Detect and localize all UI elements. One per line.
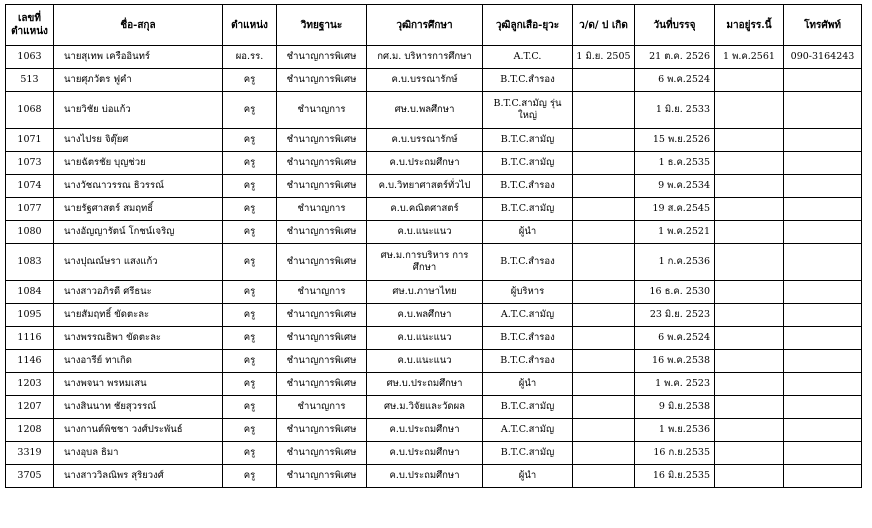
staff-table [5,4,862,488]
cell-position: ครู [223,221,277,244]
cell-no: 3319 [6,442,54,465]
cell-scout: ผู้นำ [483,465,573,488]
table-row [6,152,862,175]
cell-appointed: 23 มิ.ย. 2523 [635,304,715,327]
cell-phone [784,221,862,244]
cell-phone [784,198,862,221]
table-header [6,5,862,46]
table-row [6,92,862,129]
cell-education: ศษ.บ.พลศึกษา [367,92,483,129]
cell-rank: ชำนาญการพิเศษ [277,304,367,327]
cell-name: นางอัญญารัตน์ โกชน์เจริญ [54,221,223,244]
cell-appointed: 19 ส.ค.2545 [635,198,715,221]
cell-education: ศษ.บ.ภาษาไทย [367,281,483,304]
cell-education: ค.บ.วิทยาศาสตร์ทั่วไป [367,175,483,198]
cell-rank: ชำนาญการพิเศษ [277,350,367,373]
cell-appointed: 16 มิ.ย.2535 [635,465,715,488]
cell-education: ค.บ.แนะแนว [367,221,483,244]
cell-education: ค.บ.ประถมศึกษา [367,419,483,442]
cell-scout: B.T.C.สามัญ [483,396,573,419]
cell-education: ค.บ.พลศึกษา [367,304,483,327]
cell-position: ครู [223,465,277,488]
cell-name: นางไปรย จิตุ๊ยศ [54,129,223,152]
cell-appointed: 6 พ.ค.2524 [635,327,715,350]
cell-here-since [715,92,784,129]
header-education: วุฒิการศึกษา [367,5,483,46]
cell-position: ครู [223,69,277,92]
cell-education: ค.บ.บรรณารักษ์ [367,69,483,92]
cell-no: 1068 [6,92,54,129]
cell-rank: ชำนาญการ [277,396,367,419]
cell-position: ครู [223,92,277,129]
table-row [6,198,862,221]
cell-birth [573,244,635,281]
cell-rank: ชำนาญการพิเศษ [277,419,367,442]
table-row [6,465,862,488]
table-row [6,46,862,69]
cell-here-since [715,373,784,396]
cell-rank: ชำนาญการพิเศษ [277,129,367,152]
cell-birth [573,281,635,304]
table-row [6,129,862,152]
cell-rank: ชำนาญการ [277,198,367,221]
cell-no: 1083 [6,244,54,281]
cell-phone [784,175,862,198]
cell-phone [784,244,862,281]
cell-appointed: 16 ธ.ค. 2530 [635,281,715,304]
cell-phone [784,442,862,465]
cell-no: 1074 [6,175,54,198]
table-row [6,244,862,281]
cell-position: ครู [223,129,277,152]
cell-name: นางวัชณาวรรณ ธิวรรณ์ [54,175,223,198]
cell-here-since [715,304,784,327]
cell-name: นายสัมฤทธิ์ ขัดตะละ [54,304,223,327]
cell-no: 1203 [6,373,54,396]
cell-appointed: 9 มิ.ย.2538 [635,396,715,419]
header-appointed: วันที่บรรจุ [635,5,715,46]
cell-phone [784,419,862,442]
cell-appointed: 1 ก.ค.2536 [635,244,715,281]
cell-no: 1207 [6,396,54,419]
header-position: ตำแหน่ง [223,5,277,46]
cell-scout: A.T.C.สามัญ [483,419,573,442]
cell-phone [784,69,862,92]
cell-position: ครู [223,327,277,350]
cell-position: ครู [223,175,277,198]
header-no: เลขที่ ตำแหน่ง [6,5,54,46]
table-body [6,46,862,488]
cell-birth [573,175,635,198]
cell-scout: B.T.C.สามัญ [483,129,573,152]
cell-phone [784,350,862,373]
table-row [6,69,862,92]
cell-appointed: 16 พ.ค.2538 [635,350,715,373]
cell-appointed: 1 พ.ค. 2523 [635,373,715,396]
table-row [6,442,862,465]
cell-position: ครู [223,304,277,327]
cell-birth [573,419,635,442]
cell-scout: B.T.C.สำรอง [483,350,573,373]
cell-rank: ชำนาญการ [277,92,367,129]
table-row [6,419,862,442]
cell-name: นางสาววิลณิพร สุริยวงศ์ [54,465,223,488]
cell-rank: ชำนาญการพิเศษ [277,465,367,488]
cell-scout: B.T.C.สำรอง [483,327,573,350]
cell-no: 1077 [6,198,54,221]
cell-birth [573,152,635,175]
cell-position: ครู [223,373,277,396]
cell-position: ครู [223,350,277,373]
cell-birth [573,198,635,221]
cell-birth [573,69,635,92]
cell-education: ศษ.ม.วิจัยและวัดผล [367,396,483,419]
cell-education: ค.บ.บรรณารักษ์ [367,129,483,152]
cell-appointed: 1 มิ.ย. 2533 [635,92,715,129]
table-row [6,304,862,327]
cell-here-since [715,350,784,373]
table-row [6,327,862,350]
cell-rank: ชำนาญการพิเศษ [277,442,367,465]
cell-name: นางอารีย์ ทาเกิด [54,350,223,373]
cell-appointed: 6 พ.ค.2524 [635,69,715,92]
cell-no: 3705 [6,465,54,488]
cell-rank: ชำนาญการพิเศษ [277,152,367,175]
cell-birth [573,92,635,129]
cell-education: ค.บ.แนะแนว [367,350,483,373]
cell-name: นางกานต์พิชชา วงศ์ประพันธ์ [54,419,223,442]
cell-appointed: 1 พ.ค.2521 [635,221,715,244]
cell-here-since [715,442,784,465]
cell-here-since [715,244,784,281]
cell-appointed: 21 ต.ค. 2526 [635,46,715,69]
cell-phone [784,129,862,152]
cell-appointed: 1 พ.ย.2536 [635,419,715,442]
cell-here-since [715,327,784,350]
cell-birth [573,442,635,465]
cell-appointed: 9 พ.ค.2534 [635,175,715,198]
cell-position: ครู [223,152,277,175]
header-scout: วุฒิลูกเสือ-ยุวะ [483,5,573,46]
table-row [6,396,862,419]
cell-name: นางสาวอภิรดี ศรีธนะ [54,281,223,304]
cell-education: ค.บ.ประถมศึกษา [367,442,483,465]
cell-education: กศ.ม. บริหารการศึกษา [367,46,483,69]
cell-here-since [715,175,784,198]
cell-no: 1146 [6,350,54,373]
cell-scout: B.T.C.สามัญ [483,442,573,465]
cell-birth [573,465,635,488]
header-birth: ว/ด/ ป เกิด [573,5,635,46]
cell-no: 1073 [6,152,54,175]
cell-birth [573,350,635,373]
cell-scout: B.T.C.สำรอง [483,69,573,92]
cell-phone [784,327,862,350]
cell-scout: ผู้นำ [483,373,573,396]
cell-birth [573,373,635,396]
cell-no: 1095 [6,304,54,327]
header-rank: วิทยฐานะ [277,5,367,46]
table-row [6,373,862,396]
cell-rank: ชำนาญการพิเศษ [277,221,367,244]
cell-scout: A.T.C.สามัญ [483,304,573,327]
cell-appointed: 15 พ.ย.2526 [635,129,715,152]
cell-rank: ชำนาญการพิเศษ [277,69,367,92]
cell-no: 1208 [6,419,54,442]
cell-name: นางพจนา พรหมเสน [54,373,223,396]
header-here-since: มาอยู่รร.นี้ [715,5,784,46]
cell-scout: ผู้นำ [483,221,573,244]
cell-education: ค.บ.แนะแนว [367,327,483,350]
cell-here-since: 1 พ.ค.2561 [715,46,784,69]
cell-name: นายศุภวัตร ฟูคำ [54,69,223,92]
cell-birth [573,327,635,350]
cell-phone [784,465,862,488]
cell-rank: ชำนาญการพิเศษ [277,373,367,396]
cell-phone [784,281,862,304]
table-row [6,350,862,373]
cell-name: นางสินนาท ชัยสุวรรณ์ [54,396,223,419]
cell-scout: B.T.C.สำรอง [483,175,573,198]
cell-rank: ชำนาญการพิเศษ [277,175,367,198]
cell-name: นายรัฐศาสตร์ สมฤทธิ์ [54,198,223,221]
cell-appointed: 16 ก.ย.2535 [635,442,715,465]
cell-position: ครู [223,442,277,465]
cell-birth [573,221,635,244]
cell-position: ผอ.รร. [223,46,277,69]
cell-here-since [715,152,784,175]
table-row [6,281,862,304]
cell-no: 1080 [6,221,54,244]
cell-no: 513 [6,69,54,92]
cell-scout: A.T.C. [483,46,573,69]
cell-education: ค.บ.ประถมศึกษา [367,152,483,175]
cell-scout: B.T.C.สามัญ [483,198,573,221]
cell-here-since [715,198,784,221]
cell-phone: 090-3164243 [784,46,862,69]
cell-name: นายสุเทพ เครืออินทร์ [54,46,223,69]
cell-phone [784,152,862,175]
cell-name: นายฉัตรชัย บุญช่วย [54,152,223,175]
cell-position: ครู [223,281,277,304]
cell-education: ศษ.ม.การบริหาร การศึกษา [367,244,483,281]
cell-name: นายวิชัย บ่อแก้ว [54,92,223,129]
cell-scout: B.T.C.สามัญ รุ่นใหญ่ [483,92,573,129]
cell-name: นางปุณณ์ษรา แสงแก้ว [54,244,223,281]
cell-here-since [715,129,784,152]
cell-here-since [715,465,784,488]
cell-position: ครู [223,419,277,442]
cell-birth [573,129,635,152]
cell-education: ค.บ.ประถมศึกษา [367,465,483,488]
cell-position: ครู [223,198,277,221]
cell-scout: B.T.C.สำรอง [483,244,573,281]
cell-phone [784,396,862,419]
cell-scout: B.T.C.สามัญ [483,152,573,175]
cell-rank: ชำนาญการพิเศษ [277,327,367,350]
cell-here-since [715,281,784,304]
cell-rank: ชำนาญการพิเศษ [277,244,367,281]
cell-no: 1084 [6,281,54,304]
cell-position: ครู [223,396,277,419]
cell-here-since [715,396,784,419]
cell-phone [784,92,862,129]
header-name: ชื่อ-สกุล [54,5,223,46]
cell-here-since [715,419,784,442]
cell-education: ศษ.บ.ประถมศึกษา [367,373,483,396]
cell-birth [573,396,635,419]
table-row [6,175,862,198]
cell-position: ครู [223,244,277,281]
cell-education: ค.บ.คณิตศาสตร์ [367,198,483,221]
cell-appointed: 1 ธ.ค.2535 [635,152,715,175]
header-phone: โทรศัพท์ [784,5,862,46]
cell-here-since [715,221,784,244]
table-row [6,221,862,244]
cell-no: 1063 [6,46,54,69]
cell-here-since [715,69,784,92]
cell-scout: ผู้บริหาร [483,281,573,304]
cell-no: 1071 [6,129,54,152]
cell-birth: 1 มิ.ย. 2505 [573,46,635,69]
cell-no: 1116 [6,327,54,350]
cell-phone [784,373,862,396]
cell-phone [784,304,862,327]
cell-rank: ชำนาญการพิเศษ [277,46,367,69]
cell-name: นางพรรณธิพา ขัดตะละ [54,327,223,350]
cell-birth [573,304,635,327]
cell-name: นางอุบล ธิมา [54,442,223,465]
cell-rank: ชำนาญการ [277,281,367,304]
